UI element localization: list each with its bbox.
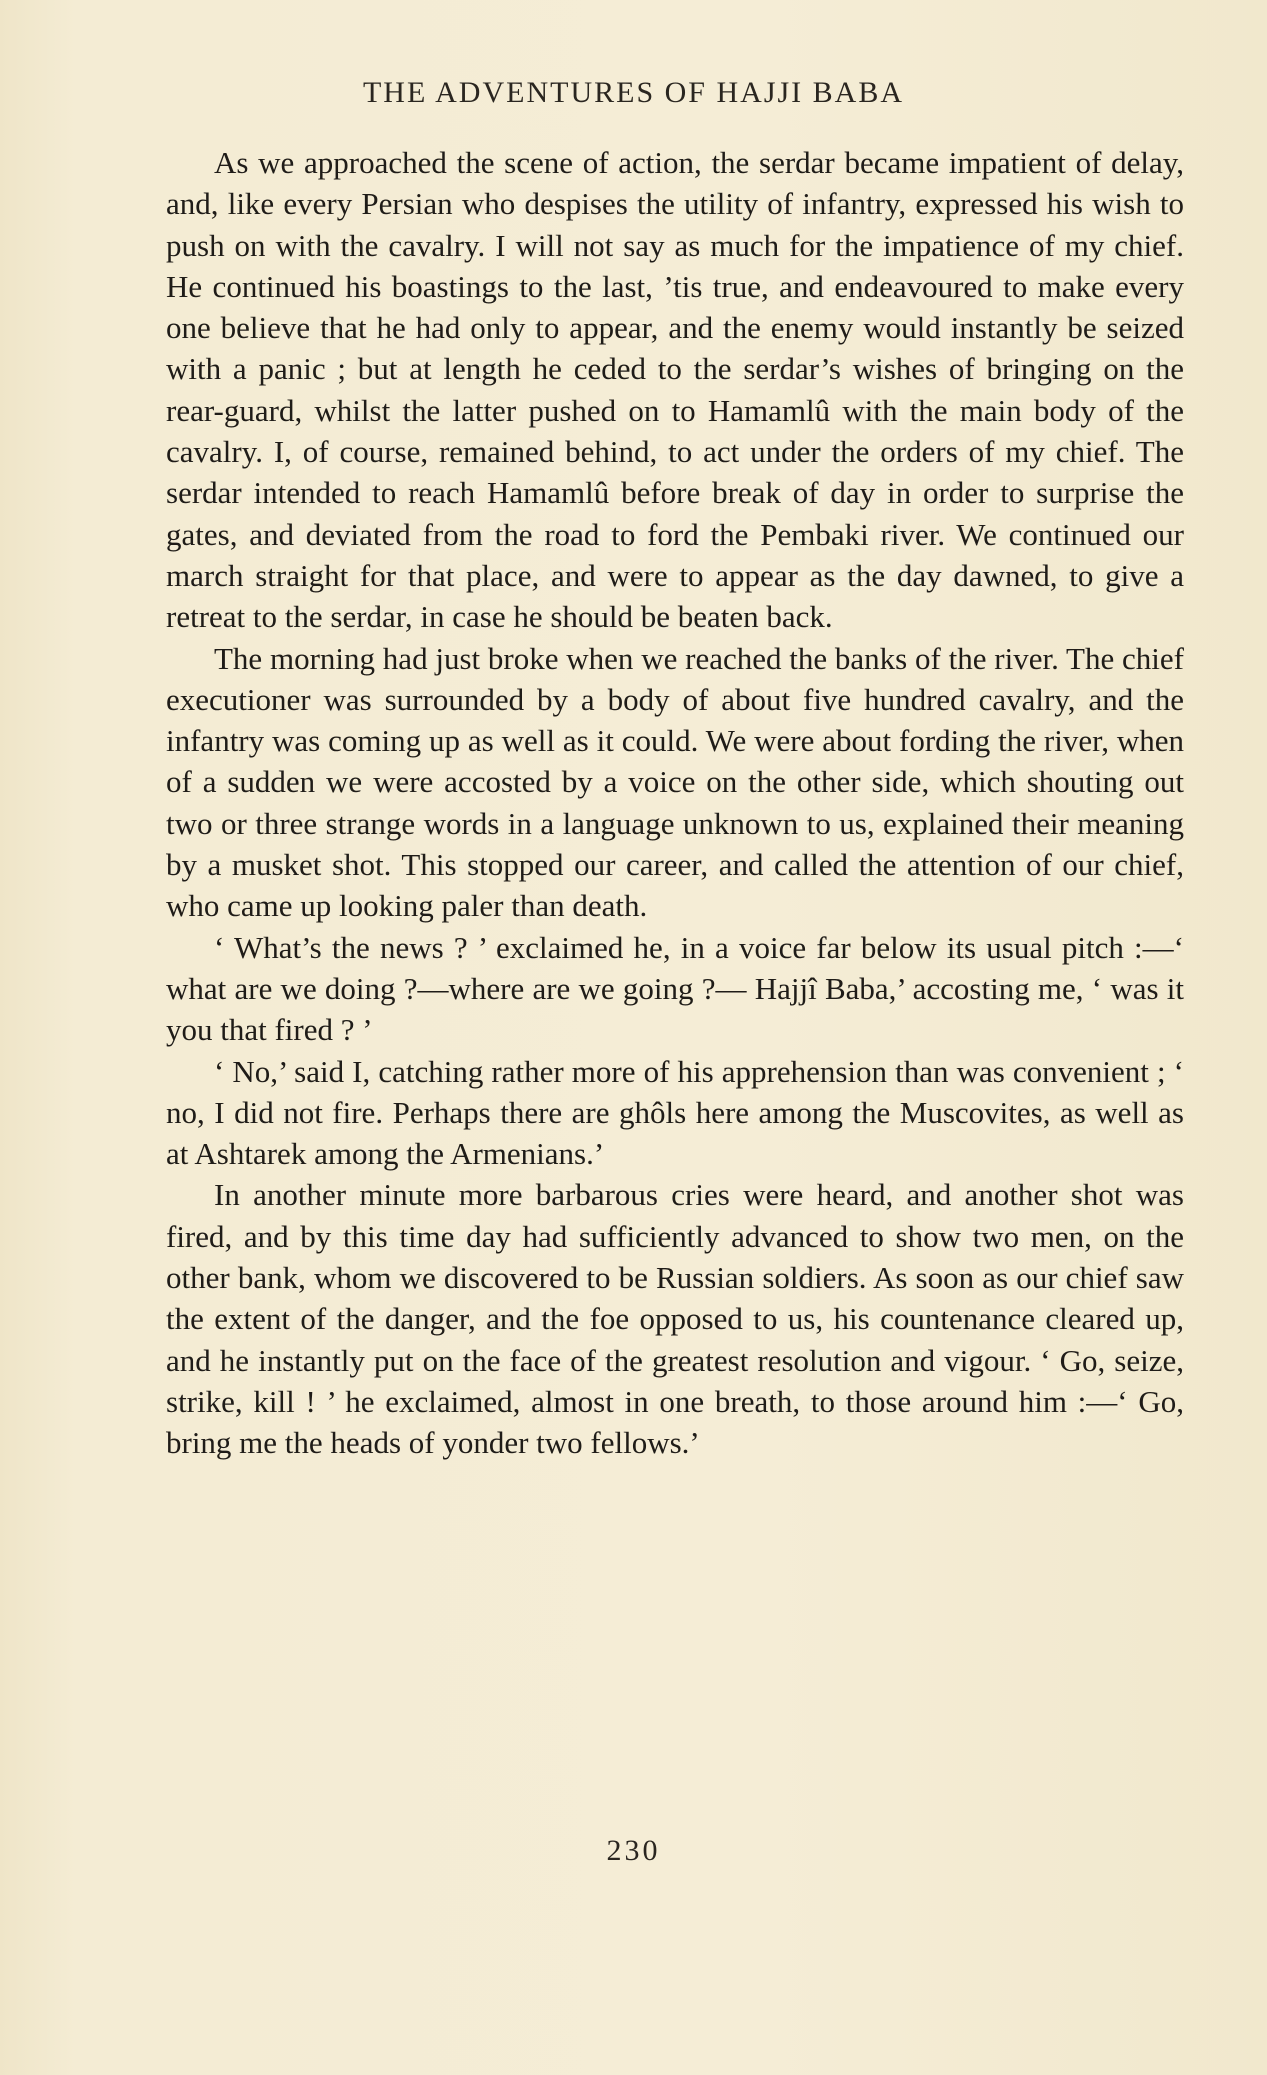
- running-head: THE ADVENTURES OF HAJJI BABA: [362, 76, 905, 109]
- paragraph: In another minute more barbarous cries were heard, and another shot was fired, and by this time day had sufficiently advanced to show two men, on the other bank, whom we discovered to be Russian soldiers. As soon as our chief saw the extent of the danger, and the foe opposed to us, his countenance cleared up, and he instantly put on the face of the greatest resolution and vigour. ‘ Go, seize, strike, kill ! ’ he exclaimed, almost in one breath, to those around him :—‘ Go, bring me the heads of yonder two fellows.’: [166, 1177, 1184, 1461]
- body-text: [166, 142, 1184, 1464]
- paragraph: ‘ No,’ said I, catching rather more of his apprehension than was convenient ; ‘ no, I did not fire. Perhaps there are ghôls here among the Muscovites, as well as at Ashtarek among the Armenians.’: [166, 1053, 1184, 1172]
- paragraph: As we approached the scene of action, the serdar became impatient of delay, and, like every Persian who despises the utility of infantry, expressed his wish to push on with the cavalry. I will not say as much for the impatience of my chief. He continued his boastings to the last, ’tis true, and endeavoured to make every one believe that he had only to appear, and the enemy would instantly be seized with a panic ; but at length he ceded to the serdar’s wishes of bringing on the rear-guard, whilst the latter pushed on to Hamamlû with the main body of the cavalry. I, of course, remained behind, to act under the orders of my chief. The serdar intended to reach Hamamlû before break of day in order to surprise the gates, and deviated from the road to ford the Pembaki river. We continued our march straight for that place, and were to appear as the day dawned, to give a retreat to the serdar, in case he should be beaten back.: [166, 145, 1184, 635]
- paragraph: The morning had just broke when we reached the banks of the river. The chief executioner was surrounded by a body of about five hundred cavalry, and the infantry was coming up as well as it could. We were about fording the river, when of a sudden we were accosted by a voice on the other side, which shouting out two or three strange words in a language unknown to us, explained their meaning by a musket shot. This stopped our career, and called the attention of our chief, who came up looking paler than death.: [166, 640, 1184, 924]
- paragraph: ‘ What’s the news ? ’ exclaimed he, in a voice far below its usual pitch :—‘ what are we doing ?—where are we going ?— Hajjî Baba,’ accosting me, ‘ was it you that fired ? ’: [166, 929, 1184, 1048]
- page-number: 230: [606, 1834, 661, 1867]
